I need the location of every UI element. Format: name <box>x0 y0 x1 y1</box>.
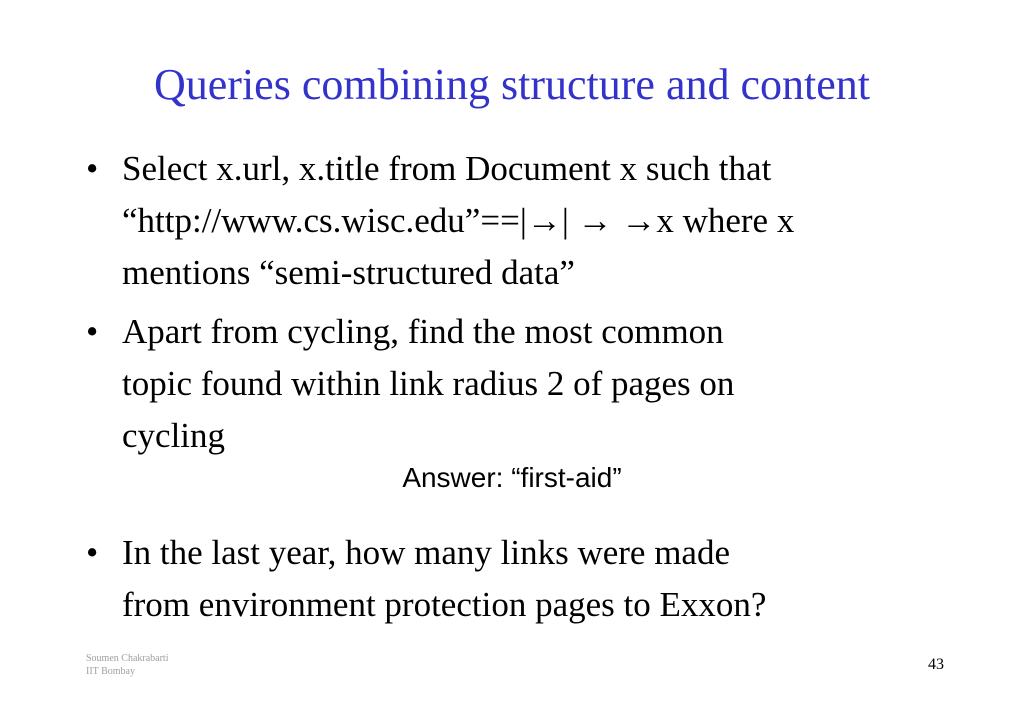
bullet-item-cycling-topic <box>86 306 956 462</box>
bullet-line: cycling <box>122 416 226 455</box>
bullet-line: “http://www.cs.wisc.edu”==|→| → →x where x <box>122 201 795 240</box>
bullet-line: from environment protection pages to Exxon? <box>122 585 767 624</box>
bullet-line: Select x.url, x.title from Document x such that <box>122 149 772 188</box>
bullet-icon: • <box>86 312 99 351</box>
slide-title: Queries combining structure and content <box>153 60 870 109</box>
footer-institute: IIT Bombay <box>86 666 135 677</box>
footer-author-name: Soumen Chakrabarti <box>86 653 169 664</box>
bullet-line: topic found within link radius 2 of pages on <box>122 364 735 403</box>
bullet-line: In the last year, how many links were made <box>122 533 730 572</box>
bullet-item-exxon-links <box>86 527 956 631</box>
answer-text: Answer: “first-aid” <box>402 462 622 493</box>
page-number: 43 <box>928 656 944 673</box>
bullet-line: Apart from cycling, find the most common <box>122 312 724 351</box>
bullet-icon: • <box>86 149 99 188</box>
bullet-icon: • <box>86 533 99 572</box>
bullet-item-query-url <box>86 143 956 299</box>
footer-author-block <box>86 652 168 678</box>
bullet-line: mentions “semi-structured data” <box>122 253 575 292</box>
